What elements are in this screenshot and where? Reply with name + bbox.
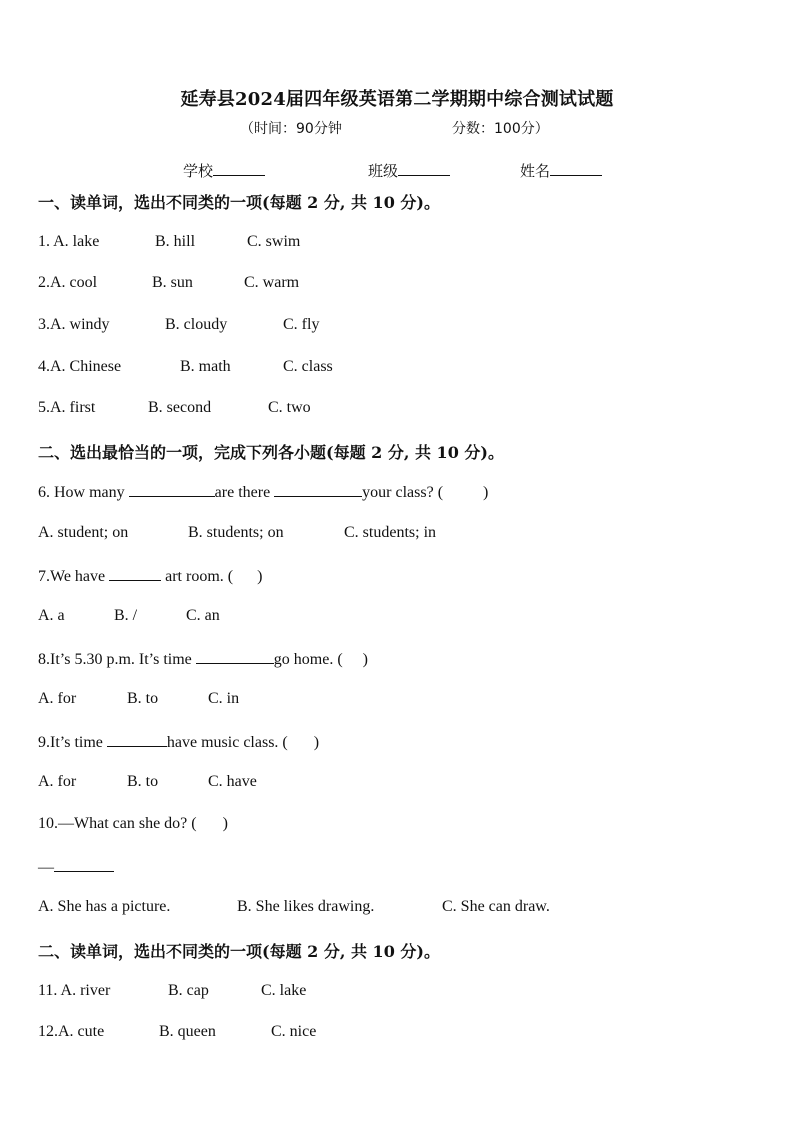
q10-stem bbox=[38, 815, 228, 833]
q6-option-b: B. students; on bbox=[188, 524, 284, 541]
q10-reply-line bbox=[38, 857, 114, 877]
section-3-heading: 二、读单词，选出不同类的一项(每题 2 分, 共 10 分)。 bbox=[38, 942, 440, 961]
q7-option-b: B. / bbox=[114, 607, 138, 624]
q7-option-c: C. an bbox=[186, 607, 220, 624]
q6-blank-2[interactable] bbox=[274, 482, 362, 497]
q8-text-2: go home. ( bbox=[273, 651, 343, 668]
exam-score: 分数：100分） bbox=[452, 121, 549, 137]
q9-option-b: B. to bbox=[127, 773, 159, 790]
q7-stem bbox=[38, 566, 262, 586]
name-field bbox=[520, 160, 602, 181]
class-blank[interactable] bbox=[398, 161, 450, 176]
school-blank[interactable] bbox=[213, 161, 265, 176]
q9-blank[interactable] bbox=[107, 732, 167, 747]
school-label: 学校 bbox=[183, 162, 214, 180]
q5-option-c: C. two bbox=[268, 399, 311, 416]
q9-option-a: A. for bbox=[38, 773, 77, 790]
q11-option-c: C. lake bbox=[261, 982, 307, 999]
name-label: 姓名 bbox=[520, 162, 551, 180]
q8-option-c: C. in bbox=[208, 690, 240, 707]
q6-option-c: C. students; in bbox=[344, 524, 437, 541]
section-1-heading: 一、读单词，选出不同类的一项(每题 2 分, 共 10 分)。 bbox=[38, 193, 440, 212]
q3-option-b: B. cloudy bbox=[165, 316, 228, 333]
q2-option-a: 2.A. cool bbox=[38, 274, 98, 291]
school-field bbox=[183, 160, 265, 181]
q12-option-a: 12.A. cute bbox=[38, 1023, 105, 1040]
q7-text-2: art room. ( bbox=[161, 568, 234, 585]
q10-option-b: B. She likes drawing. bbox=[237, 898, 375, 915]
q10-dash: — bbox=[38, 859, 54, 876]
q6-text-4: ) bbox=[483, 484, 489, 501]
q8-stem bbox=[38, 649, 368, 669]
q10-blank[interactable] bbox=[54, 857, 114, 872]
q2-option-b: B. sun bbox=[152, 274, 193, 291]
q4-option-a: 4.A. Chinese bbox=[38, 358, 122, 375]
q6-option-a: A. student; on bbox=[38, 524, 129, 541]
q1-option-a: 1. A. lake bbox=[38, 233, 100, 250]
q6-text-3: your class? ( bbox=[362, 484, 444, 501]
q4-option-c: C. class bbox=[283, 358, 333, 375]
q6-text-1: 6. How many bbox=[38, 484, 129, 501]
q8-text-3: ) bbox=[362, 651, 368, 668]
q1-option-c: C. swim bbox=[247, 233, 301, 250]
q9-text-3: ) bbox=[313, 734, 320, 751]
q7-text-1: 7.We have bbox=[38, 568, 110, 585]
q8-option-a: A. for bbox=[38, 690, 77, 707]
q7-text-3: ) bbox=[257, 568, 263, 585]
q5-option-a: 5.A. first bbox=[38, 399, 96, 416]
exam-title: 延寿县2024届四年级英语第二学期期中综合测试试题 bbox=[180, 89, 614, 110]
q8-blank[interactable] bbox=[196, 649, 274, 664]
q11-option-a: 11. A. river bbox=[38, 982, 111, 999]
q12-option-c: C. nice bbox=[271, 1023, 317, 1040]
class-field bbox=[368, 160, 450, 181]
q6-text-2: are there bbox=[214, 484, 275, 501]
q7-blank[interactable] bbox=[109, 566, 161, 581]
section-2-heading: 二、选出最恰当的一项，完成下列各小题(每题 2 分, 共 10 分)。 bbox=[38, 443, 504, 462]
q10-option-c: C. She can draw. bbox=[442, 898, 550, 915]
q1-option-b: B. hill bbox=[155, 233, 196, 250]
q3-option-a: 3.A. windy bbox=[38, 316, 110, 333]
q6-blank-1[interactable] bbox=[129, 482, 215, 497]
q12-option-b: B. queen bbox=[159, 1023, 216, 1040]
name-blank[interactable] bbox=[550, 161, 602, 176]
q9-text-2: have music class. ( bbox=[166, 734, 288, 751]
q8-option-b: B. to bbox=[127, 690, 159, 707]
q8-text-1: 8.It’s 5.30 p.m. It’s time bbox=[38, 651, 196, 668]
q10-option-a: A. She has a picture. bbox=[38, 898, 171, 915]
q10-text-2: ) bbox=[222, 815, 228, 832]
q10-text-1: 10.—What can she do? ( bbox=[38, 815, 197, 832]
q4-option-b: B. math bbox=[180, 358, 231, 375]
exam-time: （时间：90分钟 bbox=[240, 121, 342, 137]
class-label: 班级 bbox=[368, 162, 399, 180]
q2-option-c: C. warm bbox=[244, 274, 300, 291]
q9-text-1: 9.It’s time bbox=[38, 734, 107, 751]
q11-option-b: B. cap bbox=[168, 982, 209, 999]
q6-stem bbox=[38, 482, 488, 502]
q5-option-b: B. second bbox=[148, 399, 212, 416]
q7-option-a: A. a bbox=[38, 607, 65, 624]
q9-stem bbox=[38, 732, 319, 752]
q3-option-c: C. fly bbox=[283, 316, 320, 333]
q9-option-c: C. have bbox=[208, 773, 257, 790]
